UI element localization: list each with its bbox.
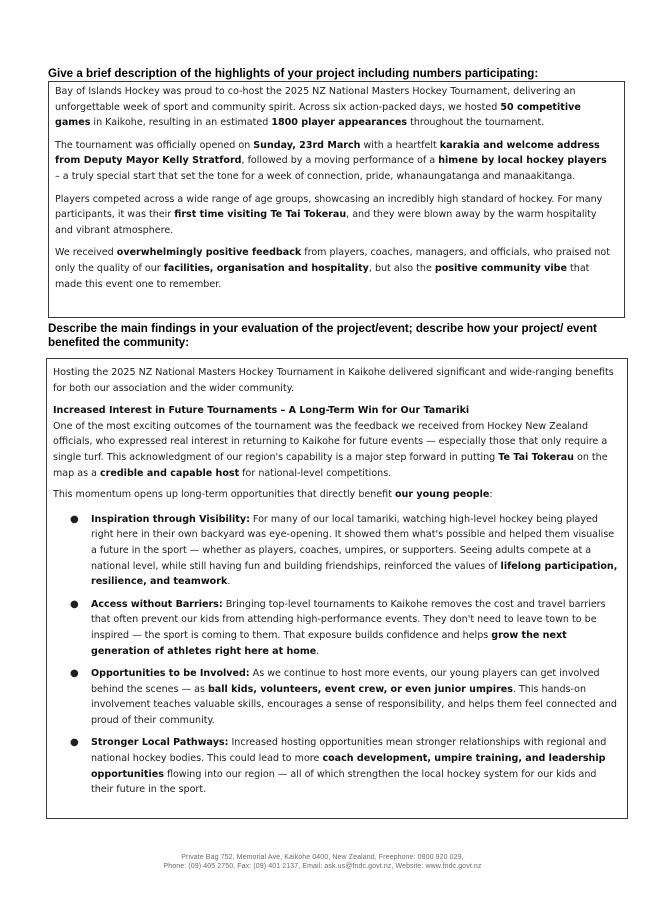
- section1-question: Give a brief description of the highlights of your project including numbers participating:: [48, 67, 539, 80]
- bullet-icon: ●: [70, 598, 79, 610]
- benefits-list: [53, 512, 619, 798]
- benefit-item: ● Stronger Local Pathways: Increased hosting opportunities mean stronger relationships with regional and national hockey bodies. This could lead to more coach development, umpire training, and leadership opportunities flowing into our region — all of which strengthen the local hockey system for our kids and their future in the sport.: [70, 737, 607, 796]
- bullet-icon: ●: [70, 668, 79, 680]
- highlights-answer-box: [48, 81, 625, 318]
- highlights-paragraph-3: Players competed across a wide range of age groups, showcasing an incredibly high standard of hockey. For many participants, it was their first time visiting Te Tai Tokerau, and they were blown away by the warm hospitality and vibrant atmosphere.: [55, 193, 603, 236]
- findings-subsection: Increased Interest in Future Tournaments – A Long-Term Win for Our Tamariki One of the most exciting outcomes of the tournament was the feedback we received from Hockey New Zealand officials, who expressed real interest in returning to Kaikohe for future events — especially those that only require a single turf. This acknowledgment of our region's capability is a major step forward in putting Te Tai Tokerau on the map as a credible and capable host for national-level competitions.: [53, 405, 608, 479]
- highlights-paragraph-2: The tournament was officially opened on Sunday, 23rd March with a heartfelt karakia and welcome address from Deputy Mayor Kelly Stratford, followed by a moving performance of a himene by local hockey players – a truly special start that set the tone for a week of connection, pride, whanaungatanga and manaakitanga.: [55, 139, 607, 182]
- bullet-icon: ●: [70, 737, 79, 749]
- highlights-paragraph-4: We received overwhelmingly positive feedback from players, coaches, managers, and officials, who praised not only the quality of our facilities, organisation and hospitality, but also the positive community vibe that made this event one to remember.: [55, 247, 610, 290]
- highlights-paragraph-1: Bay of Islands Hockey was proud to co-host the 2025 NZ National Masters Hockey Tournament, delivering an unforgettable week of sport and community spirit. Across six action-packed days, we hosted 50 competitive games in Kaikohe, resulting in an estimated 1800 player appearances throughout the tournament.: [55, 86, 581, 129]
- section2-question: Describe the main findings in your evaluation of the project/event; describe how your project/ event benefited the community:: [48, 322, 597, 349]
- findings-answer-box: [46, 358, 628, 819]
- findings-momentum: This momentum opens up long-term opportunities that directly benefit our young people:: [53, 489, 493, 501]
- benefit-item: ● Access without Barriers: Bringing top-level tournaments to Kaikohe removes the cost and travel barriers that often prevent our kids from attending high-performance events. They don't need to leave town to be inspired — the sport is coming to them. That exposure builds confidence and helps grow the next generation of athletes right here at home.: [70, 598, 606, 657]
- footer-address: Private Bag 752, Memorial Ave, Kaikohe 0400, New Zealand, Freephone: 0800 920 029,: [181, 854, 464, 861]
- findings-intro: Hosting the 2025 NZ National Masters Hockey Tournament in Kaikohe delivered significant and wide-ranging benefits for both our association and the wider community.: [53, 367, 614, 394]
- benefit-item: ● Opportunities to be Involved: As we continue to host more events, our young players can get involved behind the scenes — as ball kids, volunteers, event crew, or even junior umpires. This hands-on involvement teaches valuable skills, encourages a sense of responsibility, and helps them feel connected and proud of their community.: [70, 668, 617, 726]
- footer-contact: Phone: (09) 405 2750, Fax: (09) 401 2137, Email: ask.us@fndc.govt.nz, Website: www.fndc.govt.nz: [163, 863, 482, 870]
- findings-heading: Increased Interest in Future Tournaments – A Long-Term Win for Our Tamariki: [53, 405, 470, 417]
- bullet-icon: ●: [70, 513, 79, 525]
- benefit-item: ● Inspiration through Visibility: For many of our local tamariki, watching high-level hockey being played right here in their own backyard was eye-opening. It showed them what's possible and helped them visualise a future in the sport — whether as players, coaches, umpires, or supporters. Seeing adults compete at a national level, while still having fun and building friendships, reinforced the values of lifelong participation, resilience, and teamwork.: [70, 513, 618, 588]
